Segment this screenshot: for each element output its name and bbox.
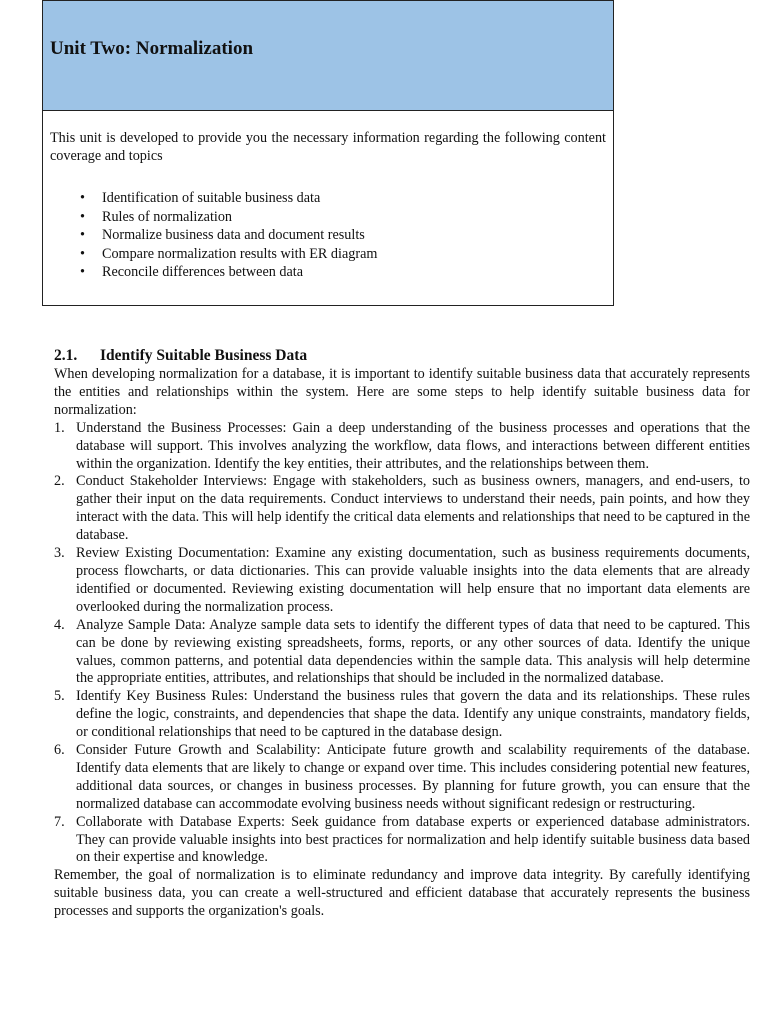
- step-text: Identify Key Business Rules: Understand the business rules that govern the data and its relationships. These rules define the logic, constraints, and dependencies that shape the data. Identify any unique constraints, mandatory fields, or conditional relationships that need to be captured in the database design.: [76, 688, 750, 741]
- step-number: 3.: [54, 545, 65, 562]
- step-number: 1.: [54, 419, 65, 436]
- step-text: Understand the Business Processes: Gain a deep understanding of the business processes and operations that the database will support. This involves analyzing the workflow, data flows, and interactions between different entities within the organization. Identify the key entities, their attributes, and the relationships between them.: [76, 419, 750, 472]
- section-heading: [54, 346, 750, 366]
- unit-intro: This unit is developed to provide you the necessary information regarding the following content coverage and topics: [50, 130, 606, 164]
- step-number: 7.: [54, 813, 65, 830]
- step-text: Consider Future Growth and Scalability: Anticipate future growth and scalability requirements of the database. Identify data elements that are likely to change or expand over time. This includes considering potential new features, additional data sources, or changes in business processes. By planning for future growth, you can ensure that the normalized database can accommodate evolving business needs without significant redesign or restructuring.: [76, 742, 750, 812]
- step-text: Conduct Stakeholder Interviews: Engage with stakeholders, such as business owners, managers, and end-users, to gather their input on the data requirements. Conduct interviews to understand their needs, pain points, and how they interact with the data. This will help identify the critical data elements and relationships that need to be captured in the database.: [76, 473, 750, 544]
- step-text: Analyze Sample Data: Analyze sample data sets to identify the different types of data that need to be captured. This can be done by reviewing existing spreadsheets, forms, reports, or any other sources of data. Identify the unique values, common patterns, and potential data dependencies within the sample data. This analysis will help determine the appropriate entities, attributes, and relationships that should be included in the normalized database.: [76, 616, 750, 687]
- step-number: 5.: [54, 688, 65, 705]
- step-text: Collaborate with Database Experts: Seek guidance from database experts or experienced database administrators. They can provide valuable insights into best practices for normalization and help identify suitable business data based on their expertise and knowledge.: [76, 813, 750, 866]
- section-intro: When developing normalization for a database, it is important to identify suitable business data that accurately represents the entities and relationships within the system. Here are some steps to help identify suitable business data for normalization:: [54, 366, 750, 418]
- step-item: [54, 545, 750, 617]
- steps-list: [54, 420, 750, 868]
- topic-item: • Normalize business data and document results: [102, 226, 606, 245]
- step-item: [54, 420, 750, 474]
- unit-title: Unit Two: Normalization: [50, 38, 254, 59]
- unit-overview-box: [42, 0, 614, 306]
- step-item: [54, 742, 750, 814]
- unit-header: [43, 1, 613, 111]
- step-number: 6.: [54, 742, 65, 759]
- step-item: [54, 617, 750, 689]
- step-number: 2.: [54, 473, 65, 490]
- unit-body: [43, 111, 613, 282]
- step-item: [54, 814, 750, 868]
- section-conclusion: Remember, the goal of normalization is to eliminate redundancy and improve data integrity. By carefully identifying suitable business data, you can create a well-structured and efficient database that accurately represents the business processes and supports the organization's goals.: [54, 867, 750, 920]
- step-text: Review Existing Documentation: Examine any existing documentation, such as business requirements documents, process flowcharts, or data dictionaries. This can provide valuable insights into the data elements that are already identified or documented. Reviewing existing documentation will help ensure that no important data elements are overlooked during the normalization process.: [76, 545, 750, 615]
- section-number: 2.1.: [54, 347, 78, 364]
- section-content: [54, 346, 750, 921]
- step-item: [54, 473, 750, 545]
- section-title: Identify Suitable Business Data: [100, 347, 308, 364]
- topic-item: • Compare normalization results with ER diagram: [102, 245, 606, 264]
- topic-item: • Identification of suitable business data: [102, 189, 606, 208]
- topic-item: • Reconcile differences between data: [102, 263, 606, 282]
- topic-list: [50, 189, 606, 282]
- step-item: [54, 688, 750, 742]
- topic-item: • Rules of normalization: [102, 208, 606, 227]
- step-number: 4.: [54, 616, 65, 633]
